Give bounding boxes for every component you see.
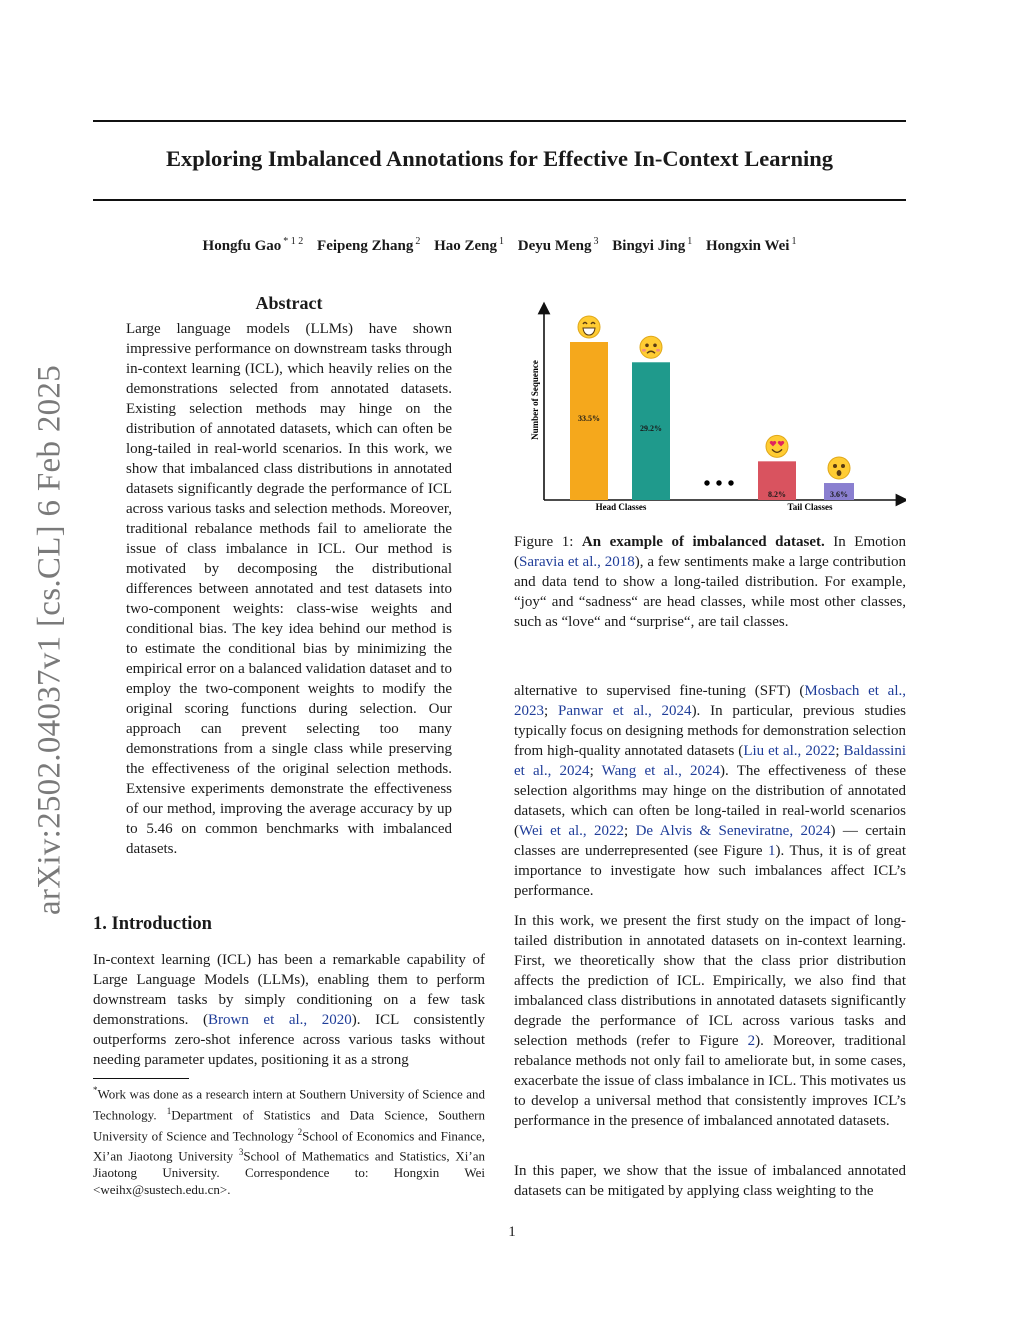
grinning-face-icon [578, 316, 600, 338]
body-text-run: ). Thus, it is of great importance to investigate how such imbalances affect ICL’s performance. [514, 843, 906, 899]
citation-link[interactable]: De Alvis & Seneviratne, 2024 [635, 823, 831, 839]
citation-link[interactable]: Wei et al., 2022 [519, 823, 625, 839]
bar-value-label: 29.2% [640, 424, 662, 434]
footnote: *Work was done as a research intern at Southern University of Science and Technology. $^1$Department of Statistics and Data Science, Southern University of Science and Technology $^2$School of Economics and Finance, Xi’an Jiaotong University $^3$School of Mathematics and Statistics, Xi’an Jiaotong University. Correspondence to: Hongxin Wei <weihx@sustech.edu.cn>. [93, 1085, 486, 1197]
citation-link[interactable]: Saravia et al., 2018 [519, 554, 635, 570]
body-paragraph [514, 681, 906, 901]
body-text-run: ; [589, 763, 602, 779]
author: Hongfu Gao $^{* 1 2}$ [202, 236, 304, 254]
author: Deyu Meng $^3$ [517, 236, 599, 254]
body-text-run: alternative to supervised fine-tuning (SFT) ( [514, 683, 805, 699]
body-text-run: ; [624, 823, 636, 839]
abstract-heading: Abstract [255, 293, 323, 313]
bar-value-label: 33.5% [578, 414, 600, 423]
x-label-head-classes: Head Classes [595, 502, 647, 512]
body-paragraph [514, 911, 906, 1131]
footnote-rule [93, 1078, 189, 1079]
heart-eyes-face-icon [766, 435, 788, 457]
author: Feipeng Zhang $^2$ [317, 236, 421, 254]
citation-link[interactable]: 2 [747, 1033, 756, 1049]
body-text-run: ; [835, 743, 844, 759]
author: Bingyi Jing $^1$ [612, 236, 693, 254]
abstract-text: Large language models (LLMs) have shown impressive performance on downstream tasks through in-context learning (ICL), which heavily relies on the demonstrations selected from annotated datasets. Existing selection methods may hinge on the distribution of annotated datasets, which can often be long-tailed in real-world scenarios. In this work, we show that imbalanced class distributions in annotated datasets significantly degrade the performance of ICL across various tasks and selection methods. Moreover, traditional rebalance methods fail to ameliorate the issue of class imbalance in ICL. Our method is motivated by decomposing the distributional differences between annotated and test datasets into two-component weights: class-wise weights and conditional bias. The key idea behind our method is to estimate the conditional bias by minimizing the empirical error on a balanced validation dataset and to employ the two-component weights to modify the original scoring functions during selection. Our approach can prevent selecting too many demonstrations from a single class while preserving the effectiveness of the original selection methods. Extensive experiments demonstrate the effectiveness of our method, improving the average accuracy by up to 5.46 on common benchmarks with imbalanced datasets. [126, 321, 452, 857]
body-text-run: ). In particular, previous studies typically focus on designing methods for demonstration selection from high-quality annotated datasets ( [514, 703, 907, 759]
author-list [93, 236, 906, 255]
imbalance-bar-chart [514, 296, 906, 518]
citation-link[interactable]: Mosbach et al., 2023 [514, 683, 906, 719]
citation-link[interactable]: Liu et al., 2022 [743, 743, 836, 759]
body-text-run: In this paper, we show that the issue of imbalanced annotated datasets can be mitigated by applying class weighting to the [514, 1163, 906, 1199]
intro-paragraph: In-context learning (ICL) has been a remarkable capability of Large Language Models (LLMs), enabling them to perform downstream tasks by simply conditioning on a few task demonstrations. (Brown et al., 2020). ICL consistently outperforms zero-shot inference across various tasks without needing parameter updates, positioning it as a strong [93, 952, 485, 1068]
paper-title: Exploring Imbalanced Annotations for Effective In-Context Learning [165, 146, 834, 171]
citation-link[interactable]: Panwar et al., 2024 [557, 703, 692, 719]
x-label-tail-classes: Tail Classes [787, 502, 833, 512]
body-text-run: ). The effectiveness of these selection algorithms may hinge on the distribution of annotated datasets, which can often be long-tailed in real-world scenarios ( [514, 763, 906, 839]
arxiv-sidebar-id: arXiv:2502.04037v1 [cs.CL] 6 Feb 2025 [31, 364, 68, 916]
citation-link[interactable]: 1 [768, 843, 776, 859]
introduction-heading: 1. Introduction [93, 914, 212, 934]
ellipsis-marker: • • • [703, 473, 735, 495]
body-text-run: ; [544, 703, 558, 719]
page-number: 1 [508, 1224, 516, 1240]
citation-link[interactable]: Baldassini et al., 2024 [514, 743, 907, 779]
body-paragraph [514, 1161, 906, 1201]
sad-face-icon [640, 336, 662, 358]
citation-link[interactable]: Brown et al., 2020 [208, 1012, 352, 1028]
author: Hao Zeng $^1$ [434, 236, 505, 254]
figure-caption: Figure 1: An example of imbalanced dataset. In Emotion (Saravia et al., 2018), a few sentiments make a large contribution and data tend to show a long-tailed distribution. For example, “joy“ and “sadness“ are head classes, while most other classes, such as “love“ and “surprise“, are tail classes. [514, 534, 907, 630]
bar-value-label: 8.2% [768, 490, 786, 499]
title-top-rule [93, 120, 906, 122]
y-axis-label: Number of Sequence [530, 360, 540, 440]
author: Hongxin Wei $^1$ [705, 236, 797, 254]
bar-value-label: 3.6% [830, 490, 848, 499]
citation-link[interactable]: Wang et al., 2024 [601, 763, 721, 779]
title-bottom-rule [93, 199, 906, 201]
body-text-run: ). Moreover, traditional rebalance methods not only fail to ameliorate but, in some cases, exacerbate the issue of class imbalance in ICL. This motivates us to develop a universal method that consistently improves ICL’s performance in the presence of imbalanced annotated datasets. [514, 1033, 906, 1129]
body-text-run: In this work, we present the first study on the impact of long-tailed distribution in annotated datasets on in-context learning. First, we theoretically show that the class prior distribution affects the prediction of ICL. Empirically, we also find that imbalanced class distributions in annotated datasets significantly degrade the performance of ICL across various tasks and selection methods (refer to Figure [514, 913, 906, 1049]
body-text-run: ) — certain classes are underrepresented (see Figure [514, 823, 907, 859]
surprised-face-icon [828, 457, 850, 479]
